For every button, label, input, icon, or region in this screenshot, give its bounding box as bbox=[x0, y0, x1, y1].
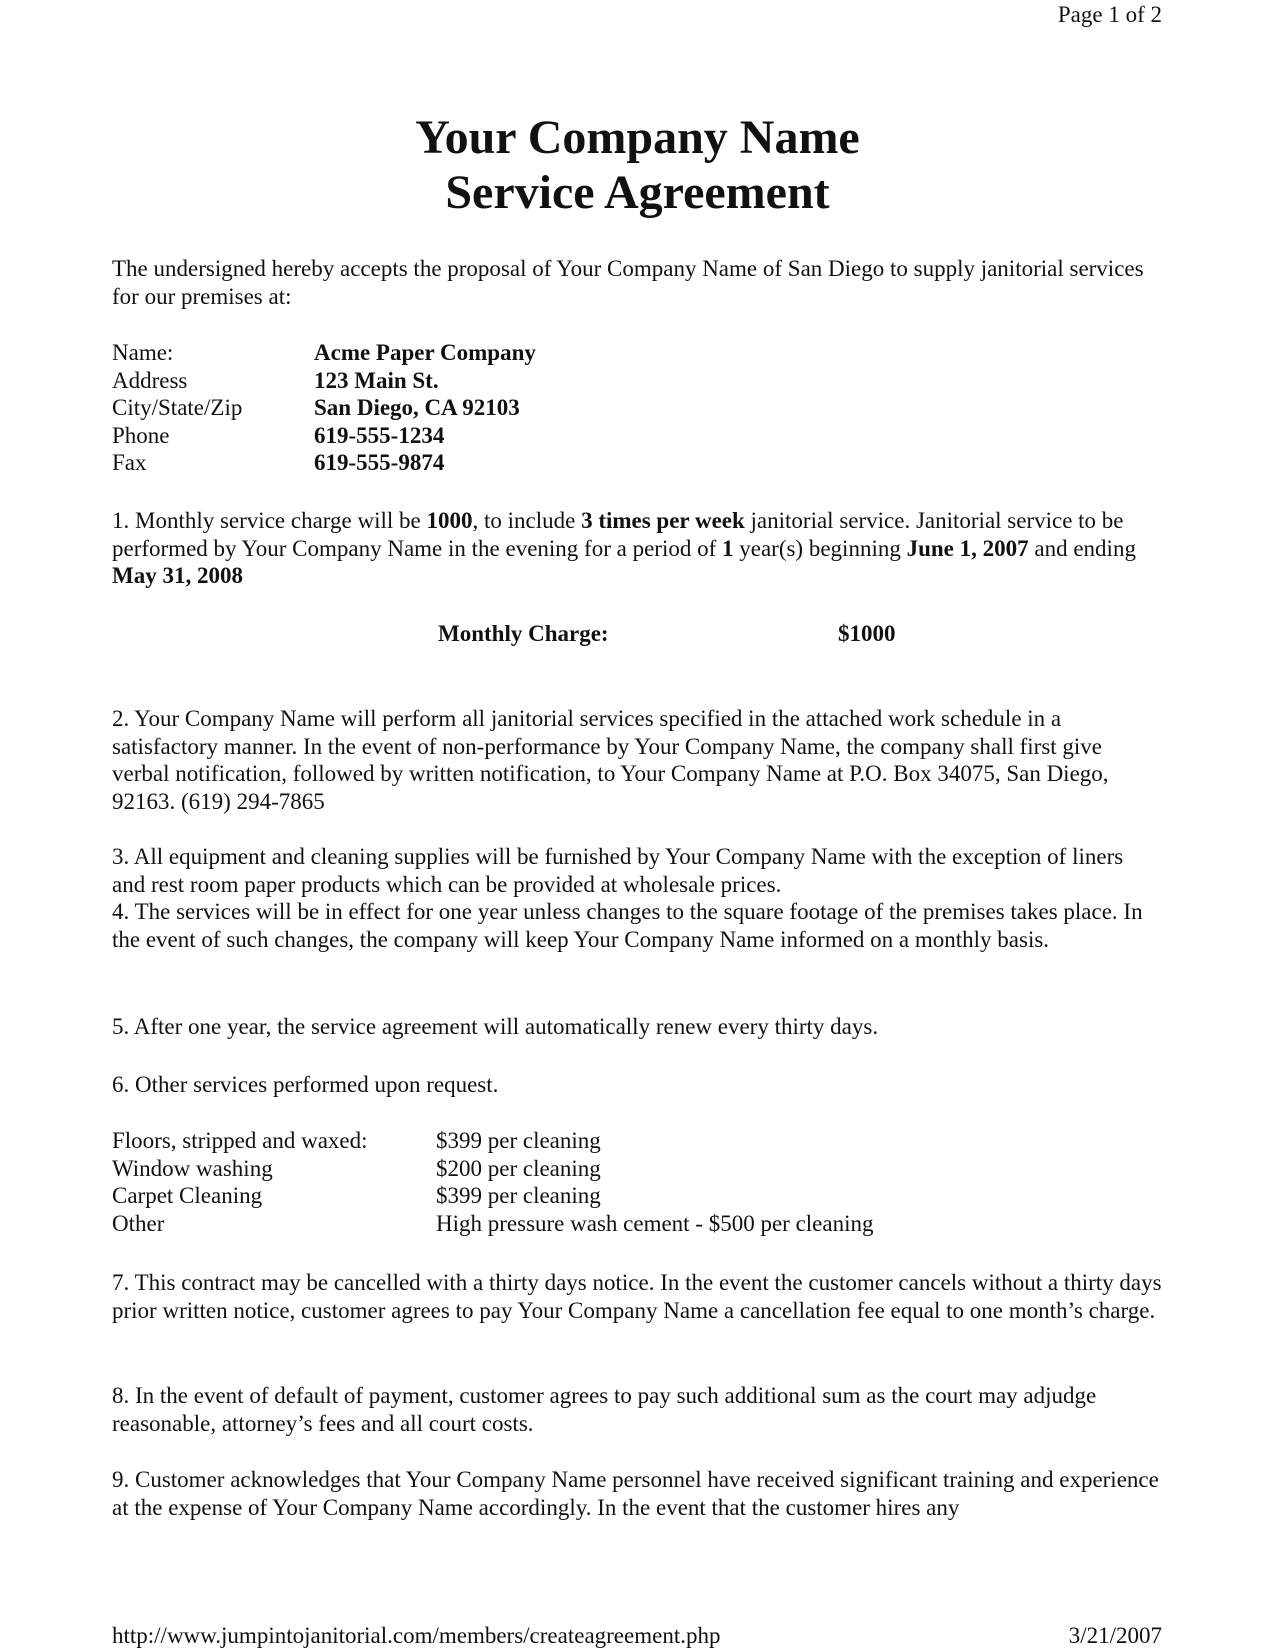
page-number: Page 1 of 2 bbox=[1057, 2, 1162, 27]
start-date: June 1, 2007 bbox=[906, 535, 1029, 561]
clause-1-part: , to include bbox=[472, 508, 582, 533]
clause-6-text: 6. Other services performed upon request. bbox=[112, 1072, 499, 1097]
clause-1-part: and ending bbox=[1028, 535, 1136, 561]
clause-5 bbox=[112, 1013, 1162, 1041]
monthly-charge bbox=[438, 620, 896, 648]
service-row bbox=[112, 1182, 874, 1210]
clause-6 bbox=[112, 1071, 1162, 1099]
clause-1-part: janitorial service. Janitorial service to be performed by Your Company Name in the evening for a period of bbox=[112, 508, 1124, 561]
client-info bbox=[112, 339, 536, 477]
agreement-heading: Service Agreement bbox=[445, 166, 830, 219]
service-label: Window washing bbox=[112, 1155, 273, 1181]
monthly-charge-label: Monthly Charge: bbox=[438, 621, 609, 646]
service-label: Other bbox=[112, 1210, 165, 1236]
client-address-label: Address bbox=[112, 367, 188, 393]
footer-url: http://www.jumpintojanitorial.com/members/createagreement.php bbox=[112, 1623, 721, 1648]
client-name-label: Name: bbox=[112, 340, 174, 365]
clause-8 bbox=[112, 1382, 1162, 1437]
term-years: 1 bbox=[722, 535, 734, 561]
service-label: Carpet Cleaning bbox=[112, 1183, 263, 1208]
client-info-row bbox=[112, 422, 536, 450]
client-city-value: San Diego, CA 92103 bbox=[314, 395, 520, 420]
clause-1-part: year(s) beginning bbox=[733, 535, 907, 561]
end-date: May 31, 2008 bbox=[112, 563, 243, 588]
clause-4-text: 4. The services will be in effect for one year unless changes to the square footage of the premises takes place. In the event of such changes, the company will keep Your Company Name informed on a monthly basis. bbox=[112, 899, 1143, 952]
clause-9-text: 9. Customer acknowledges that Your Company Name personnel have received significant training and experience at the expense of Your Company Name accordingly. In the event that the customer hires any bbox=[112, 1467, 1159, 1520]
client-info-row bbox=[112, 367, 536, 395]
service-label: Floors, stripped and waxed: bbox=[112, 1128, 368, 1153]
client-info-row bbox=[112, 394, 536, 422]
clause-7-text: 7. This contract may be cancelled with a thirty days notice. In the event the customer cancels without a thirty days prior written notice, customer agrees to pay Your Company Name a cancellation fee equal to one month’s charge. bbox=[112, 1270, 1162, 1323]
client-info-row bbox=[112, 339, 536, 367]
clause-2 bbox=[112, 705, 1162, 815]
client-fax-value: 619-555-9874 bbox=[314, 450, 445, 475]
clause-3-text: 3. All equipment and cleaning supplies will be furnished by Your Company Name with the exception of liners and rest room paper products which can be provided at wholesale prices. bbox=[112, 844, 1124, 897]
footer-date: 3/21/2007 bbox=[1068, 1623, 1162, 1648]
company-name-heading: Your Company Name bbox=[415, 111, 860, 164]
service-price: $200 per cleaning bbox=[436, 1155, 601, 1181]
other-services-list bbox=[112, 1127, 874, 1237]
service-row bbox=[112, 1210, 874, 1238]
service-frequency: 3 times per week bbox=[581, 508, 745, 533]
clause-1 bbox=[112, 507, 1162, 590]
service-price: High pressure wash cement - $500 per cleaning bbox=[436, 1210, 874, 1236]
clause-9 bbox=[112, 1466, 1162, 1521]
clause-5-text: 5. After one year, the service agreement will automatically renew every thirty days. bbox=[112, 1014, 879, 1039]
client-phone-label: Phone bbox=[112, 422, 170, 448]
document-title bbox=[0, 110, 1275, 220]
monthly-charge-value: $1000 bbox=[838, 621, 896, 646]
intro-paragraph bbox=[112, 255, 1162, 310]
clause-1-part: 1. Monthly service charge will be bbox=[112, 508, 427, 533]
client-name-value: Acme Paper Company bbox=[314, 340, 536, 365]
intro-text: The undersigned hereby accepts the proposal of Your Company Name of San Diego to supply janitorial services for our premises at: bbox=[112, 256, 1144, 309]
clause-3-4 bbox=[112, 843, 1162, 953]
client-info-row bbox=[112, 449, 536, 477]
clause-1-text bbox=[112, 507, 1162, 590]
client-fax-label: Fax bbox=[112, 450, 147, 475]
client-phone-value: 619-555-1234 bbox=[314, 422, 445, 448]
clause-7 bbox=[112, 1269, 1162, 1324]
client-address-value: 123 Main St. bbox=[314, 367, 439, 393]
service-price: $399 per cleaning bbox=[436, 1183, 601, 1208]
client-city-label: City/State/Zip bbox=[112, 395, 243, 420]
service-row bbox=[112, 1155, 874, 1183]
clause-8-text: 8. In the event of default of payment, customer agrees to pay such additional sum as the court may adjudge reasonable, attorney’s fees and all court costs. bbox=[112, 1383, 1097, 1436]
service-row bbox=[112, 1127, 874, 1155]
clause-2-text: 2. Your Company Name will perform all janitorial services specified in the attached work schedule in a satisfactory manner. In the event of non-performance by Your Company Name, the company shall first give verbal notification, followed by written notification, to Your Company Name at P.O. Box 34075, San Diego, 92163. (619) 294-7865 bbox=[112, 706, 1109, 814]
monthly-amount: 1000 bbox=[426, 508, 473, 533]
service-price: $399 per cleaning bbox=[436, 1128, 601, 1153]
